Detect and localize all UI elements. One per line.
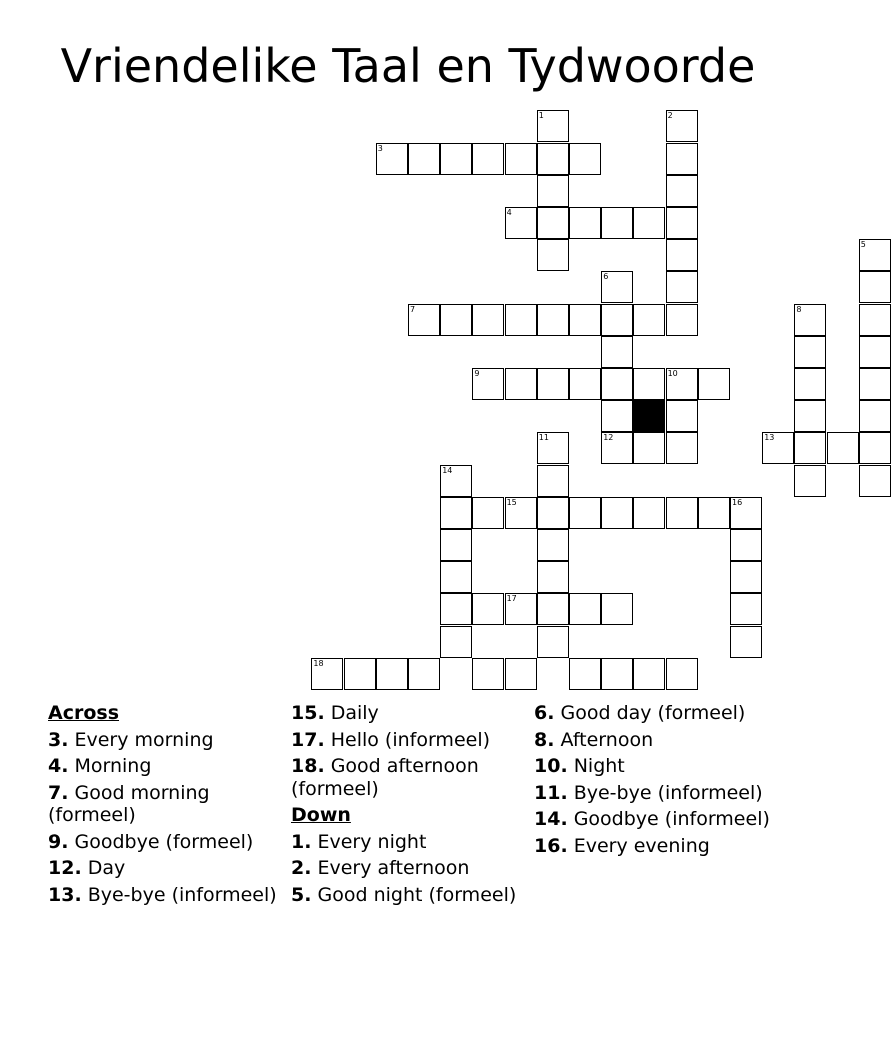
clue-item-number: 15. bbox=[291, 702, 325, 724]
grid-cell[interactable] bbox=[601, 432, 633, 464]
grid-cell[interactable] bbox=[601, 497, 633, 529]
grid-cell[interactable] bbox=[666, 143, 698, 175]
grid-cell[interactable] bbox=[472, 593, 504, 625]
across-heading: Across bbox=[48, 702, 120, 724]
grid-cell[interactable] bbox=[376, 143, 408, 175]
clue-item-text: Daily bbox=[324, 702, 379, 724]
grid-cell[interactable] bbox=[440, 626, 472, 658]
grid-cell[interactable] bbox=[666, 175, 698, 207]
grid-cell[interactable] bbox=[537, 626, 569, 658]
grid-cell[interactable] bbox=[601, 658, 633, 690]
clue-item bbox=[534, 702, 774, 725]
clue-item-number: 4. bbox=[48, 755, 69, 777]
clue-item bbox=[534, 835, 774, 858]
clue-number: 13 bbox=[764, 433, 775, 443]
grid-cell[interactable] bbox=[730, 529, 762, 561]
grid-cell[interactable] bbox=[859, 336, 891, 368]
grid-cell[interactable] bbox=[537, 432, 569, 464]
clue-item bbox=[48, 857, 288, 880]
grid-cell[interactable] bbox=[633, 658, 665, 690]
grid-cell[interactable] bbox=[601, 271, 633, 303]
grid-cell[interactable] bbox=[666, 368, 698, 400]
clue-number: 4 bbox=[506, 208, 512, 217]
clue-item-text: Night bbox=[567, 755, 625, 777]
clue-item-number: 5. bbox=[291, 883, 312, 906]
clue-number: 10 bbox=[667, 369, 678, 378]
grid-cell[interactable] bbox=[569, 143, 601, 175]
clue-item bbox=[291, 857, 531, 880]
grid-cell[interactable] bbox=[859, 368, 891, 400]
clue-item-text: Every afternoon bbox=[311, 857, 470, 879]
grid-cell[interactable] bbox=[666, 110, 698, 142]
across-clue-list bbox=[48, 729, 288, 907]
grid-cell[interactable] bbox=[505, 593, 537, 625]
grid-cell[interactable] bbox=[505, 207, 537, 239]
clue-item-text: Every night bbox=[311, 830, 427, 853]
clue-item-number: 11. bbox=[534, 781, 568, 804]
clue-number: 3 bbox=[377, 143, 383, 153]
clue-item-number: 6. bbox=[534, 702, 555, 724]
clue-item-number: 13. bbox=[48, 883, 82, 906]
grid-cell[interactable] bbox=[472, 143, 504, 175]
grid-cell[interactable] bbox=[698, 368, 730, 400]
clue-item-number: 7. bbox=[48, 781, 69, 804]
clue-number: 15 bbox=[506, 497, 517, 507]
grid-cell[interactable] bbox=[633, 368, 665, 400]
grid-cell[interactable] bbox=[505, 304, 537, 336]
grid-cell[interactable] bbox=[440, 561, 472, 593]
clue-item-text: Every evening bbox=[567, 834, 710, 857]
clue-number: 9 bbox=[474, 369, 480, 378]
grid-cell[interactable] bbox=[440, 529, 472, 561]
grid-cell[interactable] bbox=[601, 593, 633, 625]
clue-number: 5 bbox=[860, 240, 866, 250]
grid-cell[interactable] bbox=[440, 465, 472, 497]
grid-cell[interactable] bbox=[794, 336, 826, 368]
clue-item bbox=[291, 831, 531, 854]
grid-cell[interactable] bbox=[601, 368, 633, 400]
clue-number: 12 bbox=[603, 433, 614, 443]
grid-cell[interactable] bbox=[472, 497, 504, 529]
grid-cell[interactable] bbox=[505, 368, 537, 400]
clue-item bbox=[291, 755, 531, 800]
grid-cell[interactable] bbox=[440, 497, 472, 529]
clue-item bbox=[48, 729, 288, 752]
grid-cell[interactable] bbox=[472, 368, 504, 400]
grid-cell[interactable] bbox=[569, 497, 601, 529]
clue-number: 6 bbox=[603, 272, 609, 282]
grid-cell[interactable] bbox=[794, 304, 826, 336]
grid-cell[interactable] bbox=[440, 304, 472, 336]
grid-cell[interactable] bbox=[633, 207, 665, 239]
grid-cell[interactable] bbox=[601, 304, 633, 336]
clue-item-number: 16. bbox=[534, 834, 568, 857]
grid-cell[interactable] bbox=[794, 432, 826, 464]
grid-cell[interactable] bbox=[730, 626, 762, 658]
grid-cell[interactable] bbox=[505, 658, 537, 690]
grid-cell[interactable] bbox=[730, 593, 762, 625]
clue-item-text: Morning bbox=[68, 755, 152, 777]
clue-column-1 bbox=[48, 702, 288, 910]
clue-number: 14 bbox=[442, 465, 453, 475]
grid-cell[interactable] bbox=[762, 432, 794, 464]
clue-column-2 bbox=[291, 702, 531, 910]
grid-cell[interactable] bbox=[569, 207, 601, 239]
clue-item bbox=[534, 755, 774, 778]
clue-column-3 bbox=[534, 702, 774, 861]
grid-cell[interactable] bbox=[859, 465, 891, 497]
puzzle-title: Vriendelike Taal en Tydwoorde bbox=[60, 39, 756, 93]
grid-cell[interactable] bbox=[666, 271, 698, 303]
grid-cell[interactable] bbox=[537, 465, 569, 497]
grid-cell[interactable] bbox=[537, 239, 569, 271]
clue-item-number: 9. bbox=[48, 830, 69, 853]
grid-cell[interactable] bbox=[666, 304, 698, 336]
clue-number: 16 bbox=[732, 497, 743, 507]
grid-cell[interactable] bbox=[537, 368, 569, 400]
grid-cell[interactable] bbox=[537, 207, 569, 239]
grid-cell[interactable] bbox=[408, 143, 440, 175]
clue-item-text: Every morning bbox=[68, 728, 214, 751]
grid-cell[interactable] bbox=[859, 304, 891, 336]
clue-item-text: Goodbye (informeel) bbox=[567, 808, 770, 830]
grid-cell[interactable] bbox=[859, 400, 891, 432]
grid-cell[interactable] bbox=[730, 497, 762, 529]
grid-cell[interactable] bbox=[794, 465, 826, 497]
grid-cell[interactable] bbox=[859, 432, 891, 464]
clue-item bbox=[48, 782, 288, 827]
clue-item-text: Goodbye (formeel) bbox=[68, 830, 254, 853]
grid-cell[interactable] bbox=[537, 175, 569, 207]
clue-item-number: 10. bbox=[534, 755, 568, 777]
clue-item-number: 3. bbox=[48, 728, 69, 751]
grid-cell[interactable] bbox=[472, 304, 504, 336]
clue-number: 1 bbox=[538, 111, 544, 121]
clue-item bbox=[534, 808, 774, 831]
grid-cell[interactable] bbox=[440, 593, 472, 625]
grid-cell[interactable] bbox=[794, 368, 826, 400]
across-clue-list-continued bbox=[291, 702, 531, 800]
clue-number: 18 bbox=[313, 658, 324, 668]
grid-cell[interactable] bbox=[505, 497, 537, 529]
grid-cell[interactable] bbox=[859, 271, 891, 303]
down-heading: Down bbox=[291, 804, 351, 826]
grid-cell[interactable] bbox=[633, 304, 665, 336]
clue-item-text: Good morning (formeel) bbox=[48, 781, 210, 826]
grid-cell[interactable] bbox=[537, 529, 569, 561]
down-clue-list bbox=[291, 831, 531, 907]
clue-item bbox=[48, 884, 288, 907]
down-clue-list-continued bbox=[534, 702, 774, 857]
grid-cell[interactable] bbox=[601, 207, 633, 239]
clue-item-number: 14. bbox=[534, 808, 568, 830]
grid-cell[interactable] bbox=[601, 336, 633, 368]
clue-item-text: Afternoon bbox=[554, 728, 654, 751]
grid-cell[interactable] bbox=[601, 400, 633, 432]
clue-item-number: 8. bbox=[534, 728, 555, 751]
grid-cell[interactable] bbox=[537, 110, 569, 142]
clue-item bbox=[291, 884, 531, 907]
grid-cell[interactable] bbox=[344, 658, 376, 690]
clue-number: 8 bbox=[796, 304, 802, 314]
grid-cell[interactable] bbox=[569, 368, 601, 400]
clue-item-text: Good night (formeel) bbox=[311, 883, 517, 906]
grid-cell[interactable] bbox=[666, 658, 698, 690]
grid-cell[interactable] bbox=[666, 207, 698, 239]
clue-item bbox=[291, 729, 531, 752]
grid-cell[interactable] bbox=[537, 593, 569, 625]
grid-cell[interactable] bbox=[730, 561, 762, 593]
clue-item-number: 17. bbox=[291, 728, 325, 751]
clue-number: 17 bbox=[506, 594, 517, 604]
grid-cell[interactable] bbox=[666, 432, 698, 464]
grid-cell[interactable] bbox=[827, 432, 859, 464]
grid-cell[interactable] bbox=[633, 432, 665, 464]
grid-cell[interactable] bbox=[440, 143, 472, 175]
clue-item bbox=[48, 755, 288, 778]
grid-cell[interactable] bbox=[537, 304, 569, 336]
grid-cell[interactable] bbox=[569, 304, 601, 336]
grid-cell[interactable] bbox=[666, 497, 698, 529]
clue-item-text: Day bbox=[81, 857, 126, 879]
clue-number: 2 bbox=[667, 111, 673, 121]
black-cell bbox=[633, 400, 665, 432]
clue-item-text: Good afternoon (formeel) bbox=[291, 755, 479, 800]
grid-cell[interactable] bbox=[376, 658, 408, 690]
clue-item-number: 12. bbox=[48, 857, 82, 879]
clue-item-number: 1. bbox=[291, 830, 312, 853]
clue-item-number: 2. bbox=[291, 857, 312, 879]
clue-item bbox=[534, 729, 774, 752]
grid-cell[interactable] bbox=[569, 593, 601, 625]
grid-cell[interactable] bbox=[633, 497, 665, 529]
clue-item-text: Hello (informeel) bbox=[324, 728, 491, 751]
grid-cell[interactable] bbox=[505, 143, 537, 175]
grid-cell[interactable] bbox=[408, 658, 440, 690]
grid-cell[interactable] bbox=[666, 239, 698, 271]
grid-cell[interactable] bbox=[569, 658, 601, 690]
grid-cell[interactable] bbox=[472, 658, 504, 690]
grid-cell[interactable] bbox=[408, 304, 440, 336]
clue-number: 11 bbox=[538, 433, 549, 443]
clue-item-number: 18. bbox=[291, 755, 325, 777]
clue-item-text: Bye-bye (informeel) bbox=[81, 883, 277, 906]
clue-item bbox=[48, 831, 288, 854]
clue-number: 7 bbox=[410, 304, 416, 314]
clue-item bbox=[534, 782, 774, 805]
grid-cell[interactable] bbox=[794, 400, 826, 432]
clue-item bbox=[291, 702, 531, 725]
grid-cell[interactable] bbox=[537, 497, 569, 529]
clue-item-text: Good day (formeel) bbox=[554, 702, 746, 724]
grid-cell[interactable] bbox=[859, 239, 891, 271]
grid-cell[interactable] bbox=[311, 658, 343, 690]
clue-item-text: Bye-bye (informeel) bbox=[567, 781, 763, 804]
grid-cell[interactable] bbox=[698, 497, 730, 529]
grid-cell[interactable] bbox=[537, 143, 569, 175]
grid-cell[interactable] bbox=[537, 561, 569, 593]
grid-cell[interactable] bbox=[666, 400, 698, 432]
